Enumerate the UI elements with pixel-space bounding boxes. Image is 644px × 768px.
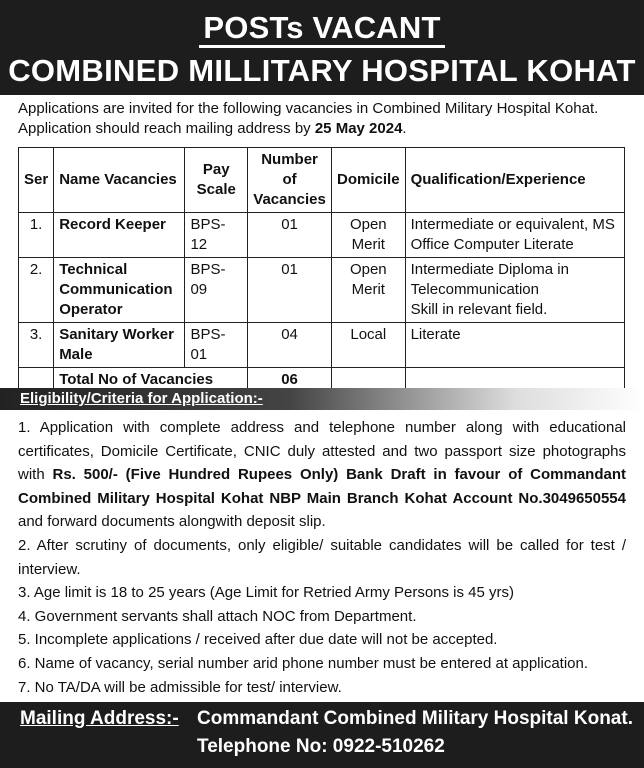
advert-title: POSTs VACANT <box>0 10 644 46</box>
cell-ser: 1. <box>19 213 54 258</box>
mailing-address-footer <box>0 702 644 768</box>
col-pay-scale: Pay Scale <box>185 148 248 213</box>
cell-domicile: Open Merit <box>332 213 406 258</box>
criterion-3: 3. Age limit is 18 to 25 years (Age Limit for Retried Army Persons is 45 yrs) <box>18 584 515 602</box>
criterion-4: 4. Government servants shall attach NOC from Department. <box>18 607 417 625</box>
intro-line-2: Application should reach mailing address by 25 May 2024. <box>18 120 407 137</box>
col-number: Number of Vacancies <box>248 148 332 213</box>
cell-qualification: Intermediate or equivalent, MS Office Computer Literate <box>405 213 624 258</box>
eligibility-heading-bar <box>0 388 644 410</box>
cell-name: Technical Communication Operator <box>54 258 185 323</box>
cell-domicile: Open Merit <box>332 258 406 323</box>
criterion-1: 1. Application with complete address and telephone number along with educational certificates, Domicile Certificate, CNIC duly attested and two passport size photographs with Rs. 500/- (Five Hundred Rupees Only) Bank Draft in favour of Commandant Combined Military Hospital Kohat NBP Main Branch Kohat Account No.3049650554 and forward documents alongwith deposit slip. <box>18 419 627 531</box>
criterion-6: 6. Name of vacancy, serial number arid phone number must be entered at application. <box>18 654 589 672</box>
col-name: Name Vacancies <box>54 148 185 213</box>
criterion-5: 5. Incomplete applications / received after due date will not be accepted. <box>18 631 498 649</box>
cell-count: 01 <box>248 258 332 323</box>
deadline-date: 25 May 2024 <box>314 120 403 137</box>
cell-qualification: Intermediate Diploma in Telecommunication Skill in relevant field. <box>405 258 624 323</box>
criterion-2: 2. After scrutiny of documents, only eligible/ suitable candidates will be called for test / interview. <box>18 536 626 578</box>
cell-name: Record Keeper <box>54 213 185 258</box>
cell-pay-scale: BPS-01 <box>185 323 248 368</box>
col-domicile: Domicile <box>332 148 406 213</box>
telephone-number: Telephone No: 0922-510262 <box>197 736 445 757</box>
mailing-address: Commandant Combined Military Hospital Konat. <box>197 708 633 729</box>
cell-count: 01 <box>248 213 332 258</box>
table-row <box>19 258 625 323</box>
header-banner <box>0 0 644 95</box>
cell-qualification: Literate <box>405 323 624 368</box>
cell-ser: 2. <box>19 258 54 323</box>
table-header-row <box>19 148 625 213</box>
col-ser: Ser <box>19 148 54 213</box>
criterion-7: 7. No TA/DA will be admissible for test/ interview. <box>18 678 342 696</box>
cell-count: 04 <box>248 323 332 368</box>
table-row <box>19 213 625 258</box>
cell-pay-scale: BPS-12 <box>185 213 248 258</box>
cell-domicile: Local <box>332 323 406 368</box>
cell-name: Sanitary Worker Male <box>54 323 185 368</box>
cell-pay-scale: BPS-09 <box>185 258 248 323</box>
intro-text <box>18 99 630 139</box>
hospital-name: COMBINED MILLITARY HOSPITAL KOHAT <box>8 53 636 88</box>
eligibility-criteria <box>18 416 626 699</box>
intro-line-1: Applications are invited for the following vacancies in Combined Military Hospital Kohat. <box>18 100 599 117</box>
total-label: Total No of Vacancies <box>54 368 248 393</box>
cell-ser: 3. <box>19 323 54 368</box>
total-value: 06 <box>248 368 332 393</box>
eligibility-heading: Eligibility/Criteria for Application:- <box>20 390 263 407</box>
vacancies-table <box>18 147 625 393</box>
table-row <box>19 323 625 368</box>
mailing-address-label: Mailing Address:- <box>20 708 179 729</box>
col-qualification: Qualification/Experience <box>405 148 624 213</box>
